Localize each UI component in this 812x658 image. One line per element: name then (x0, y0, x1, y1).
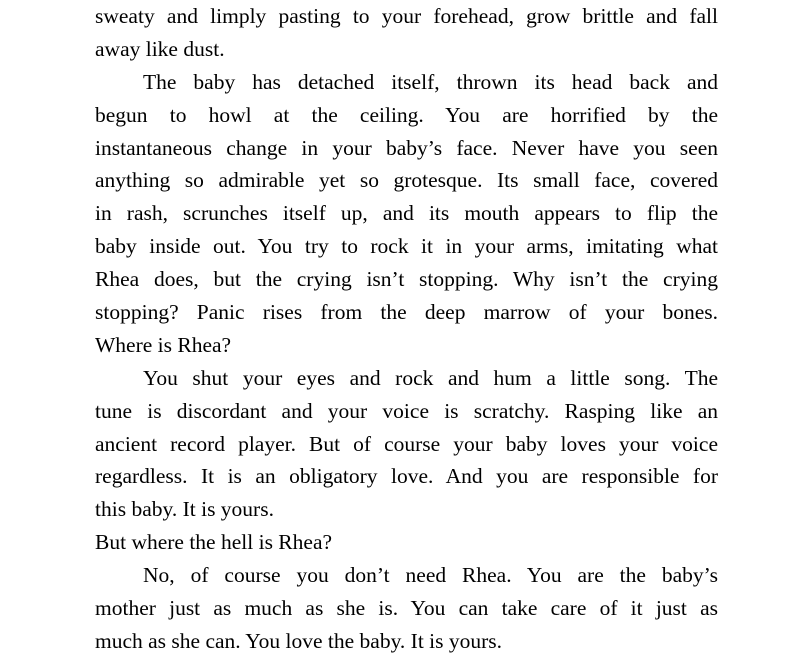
text-line: You shut your eyes and rock and hum a little song. The (143, 365, 718, 390)
text-line: But where the hell is Rhea? (95, 530, 333, 555)
text-line: The baby has detached itself, thrown its head back and (143, 69, 718, 94)
text-line: anything so admirable yet so grotesque. Its small face, covered (95, 168, 718, 193)
text-line: much as she can. You love the baby. It is yours. (95, 628, 503, 653)
document-page (95, 0, 718, 658)
text-line: away like dust. (95, 36, 225, 61)
text-line: in rash, scrunches itself up, and its mouth appears to flip the (95, 201, 718, 226)
text-line: baby inside out. You try to rock it in your arms, imitating what (95, 234, 718, 259)
text-line: sweaty and limply pasting to your forehead, grow brittle and fall (95, 4, 718, 28)
text-line: Where is Rhea? (95, 332, 232, 357)
text-line: this baby. It is yours. (95, 497, 274, 522)
text-line: stopping? Panic rises from the deep marrow of your bones. (95, 300, 718, 325)
text-line: instantaneous change in your baby’s face. Never have you seen (95, 135, 718, 160)
text-line: mother just as much as she is. You can take care of it just as (95, 596, 718, 621)
text-line: begun to howl at the ceiling. You are horrified by the (95, 102, 718, 127)
text-line: No, of course you don’t need Rhea. You are the baby’s (143, 563, 718, 588)
text-line: regardless. It is an obligatory love. And you are responsible for (95, 464, 718, 489)
text-line: ancient record player. But of course your baby loves your voice (95, 431, 718, 456)
text-line: Rhea does, but the crying isn’t stopping. Why isn’t the crying (95, 267, 718, 292)
text-line: tune is discordant and your voice is scratchy. Rasping like an (95, 398, 718, 423)
